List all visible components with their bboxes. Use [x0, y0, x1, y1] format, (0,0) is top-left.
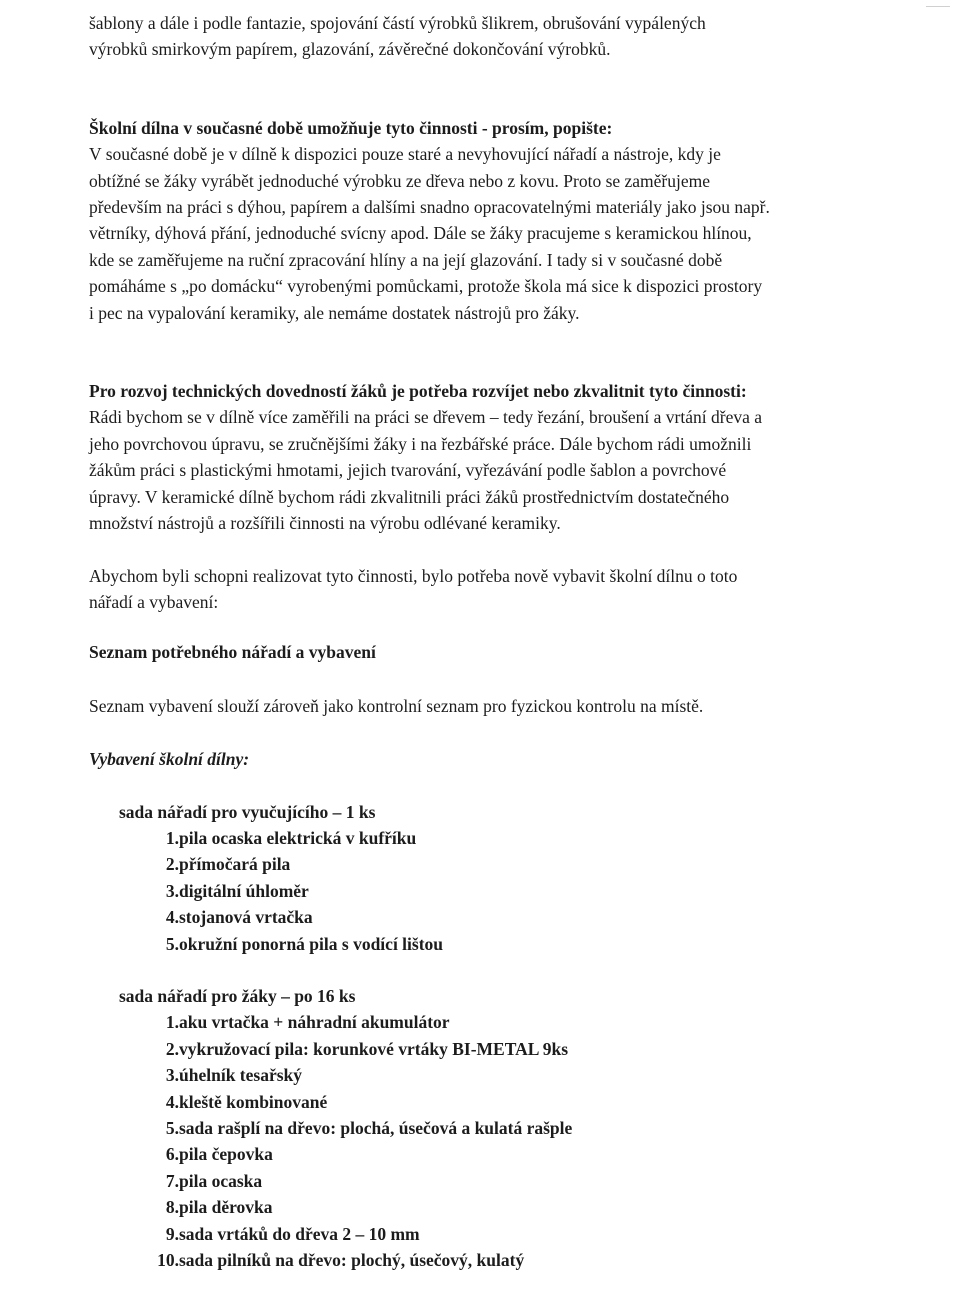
item-text: aku vrtačka + náhradní akumulátor [179, 1012, 450, 1033]
current-activities-section [89, 115, 879, 326]
improve-activities-heading: Pro rozvoj technických dovedností žáků je potřeba rozvíjet nebo zkvalitnit tyto činnosti: [89, 381, 747, 402]
item-number: 6. [165, 1144, 179, 1165]
improve-activities-section [89, 378, 879, 536]
equipment-list-heading: Seznam potřebného nářadí a vybavení [89, 642, 376, 663]
teacher-tool-list [119, 825, 879, 957]
text-line: V současné době je v dílně k dispozici pouze staré a nevyhovující nářadí a nástroje, kdy je [89, 144, 721, 165]
item-text: sada pilníků na dřevo: plochý, úsečový, kulatý [179, 1250, 525, 1271]
item-text: pila ocaska elektrická v kufříku [179, 827, 417, 848]
text-line: nářadí a vybavení: [89, 591, 219, 612]
list-item [119, 1009, 879, 1035]
equipment-intro-paragraph [89, 563, 879, 616]
text-line: žákům práci s plastickými hmotami, jejich tvarování, vyřezávání podle šablon a povrchové [89, 460, 727, 481]
item-number: 5. [165, 1118, 179, 1138]
list-item [119, 1168, 879, 1194]
item-number: 2. [165, 1038, 179, 1059]
item-number: 4. [165, 907, 179, 928]
item-text: stojanová vrtačka [179, 907, 313, 928]
teacher-set-title: sada nářadí pro vyučujícího – 1 ks [119, 801, 376, 822]
item-text: sada rašplí na dřevo: plochá, úsečová a kulatá rašple [179, 1118, 573, 1138]
text-line: jeho povrchovou úpravu, se zručnějšími žáky i na řezbářské práce. Dále bychom rádi umožnili [89, 433, 752, 454]
text-line: Rádi bychom se v dílně více zaměřili na práci se dřevem – tedy řezání, broušení a vrtání dřeva a [89, 407, 762, 428]
item-number: 1. [165, 1012, 179, 1033]
list-item [119, 1194, 879, 1220]
item-number: 9. [165, 1223, 179, 1244]
corner-scan-mark [926, 6, 950, 7]
list-item [119, 878, 879, 904]
item-text: úhelník tesařský [179, 1065, 303, 1086]
item-text: pila děrovka [179, 1197, 273, 1218]
text-line: obtížné se žáky vyrábět jednoduché výrobku ze dřeva nebo z kovu. Proto se zaměřujeme [89, 170, 711, 191]
text-line: pomáháme s „po domácku“ vyrobenými pomůckami, protože škola má sice k dispozici prostory [89, 276, 763, 297]
text-line: výrobků smirkovým papírem, glazování, závěrečné dokončování výrobků. [89, 39, 611, 60]
text-line: Abychom byli schopni realizovat tyto činnosti, bylo potřeba nově vybavit školní dílnu o toto [89, 565, 738, 586]
item-number: 5. [165, 933, 179, 954]
text-line: i pec na vypalování keramiky, ale nemáme dostatek nástrojů pro žáky. [89, 302, 580, 323]
list-item [119, 1036, 879, 1062]
item-number: 3. [165, 1065, 179, 1086]
item-text: sada vrtáků do dřeva 2 – 10 mm [179, 1223, 420, 1244]
item-text: pila ocaska [179, 1170, 263, 1191]
text-line: především na práci s dýhou, papírem a dalšími snadno opracovatelnými materiály jako jsou např. [89, 197, 770, 218]
list-item [119, 1115, 879, 1141]
student-tool-list [119, 1009, 879, 1273]
item-number: 10. [157, 1250, 179, 1271]
equipment-list-note: Seznam vybavení slouží zároveň jako kontrolní seznam pro fyzickou kontrolu na místě. [89, 695, 704, 716]
list-item [119, 1221, 879, 1247]
text-line: kde se zaměřujeme na ruční zpracování hlíny a na její glazování. I tady si v současné době [89, 249, 723, 270]
item-text: vykružovací pila: korunkové vrtáky BI-METAL 9ks [179, 1038, 569, 1059]
item-text: přímočará pila [179, 854, 291, 875]
item-number: 7. [165, 1170, 179, 1191]
item-text: kleště kombinované [179, 1091, 328, 1112]
item-number: 4. [165, 1091, 179, 1112]
intro-paragraph [89, 10, 879, 63]
workshop-equipment-heading: Vybavení školní dílny: [89, 749, 250, 770]
list-item [119, 1062, 879, 1088]
item-text: okružní ponorná pila s vodící lištou [179, 933, 444, 954]
current-activities-heading: Školní dílna v současné době umožňuje tyto činnosti - prosím, popište: [89, 117, 613, 138]
item-number: 3. [165, 880, 179, 901]
list-item [119, 851, 879, 877]
item-number: 8. [165, 1197, 179, 1218]
text-line: šablony a dále i podle fantazie, spojování částí výrobků šlikrem, obrušování vypálených [89, 13, 706, 33]
item-text: pila čepovka [179, 1144, 273, 1165]
list-item [119, 1247, 879, 1273]
document-page [89, 10, 879, 1273]
item-text: digitální úhloměr [179, 880, 309, 901]
text-line: množství nástrojů a rozšířili činnosti na výrobu odlévané keramiky. [89, 513, 561, 534]
text-line: větrníky, dýhová přání, jednoduché svícny apod. Dále se žáky pracujeme s keramickou hlínou, [89, 223, 752, 244]
item-number: 1. [165, 827, 179, 848]
list-item [119, 825, 879, 851]
teacher-tool-set [119, 799, 879, 1274]
list-item [119, 931, 879, 957]
list-item [119, 1141, 879, 1167]
student-set-title: sada nářadí pro žáky – po 16 ks [119, 985, 356, 1006]
item-number: 2. [165, 854, 179, 875]
list-item [119, 904, 879, 930]
text-line: úpravy. V keramické dílně bychom rádi zkvalitnili práci žáků prostřednictvím dostatečného [89, 486, 730, 507]
list-item [119, 1089, 879, 1115]
